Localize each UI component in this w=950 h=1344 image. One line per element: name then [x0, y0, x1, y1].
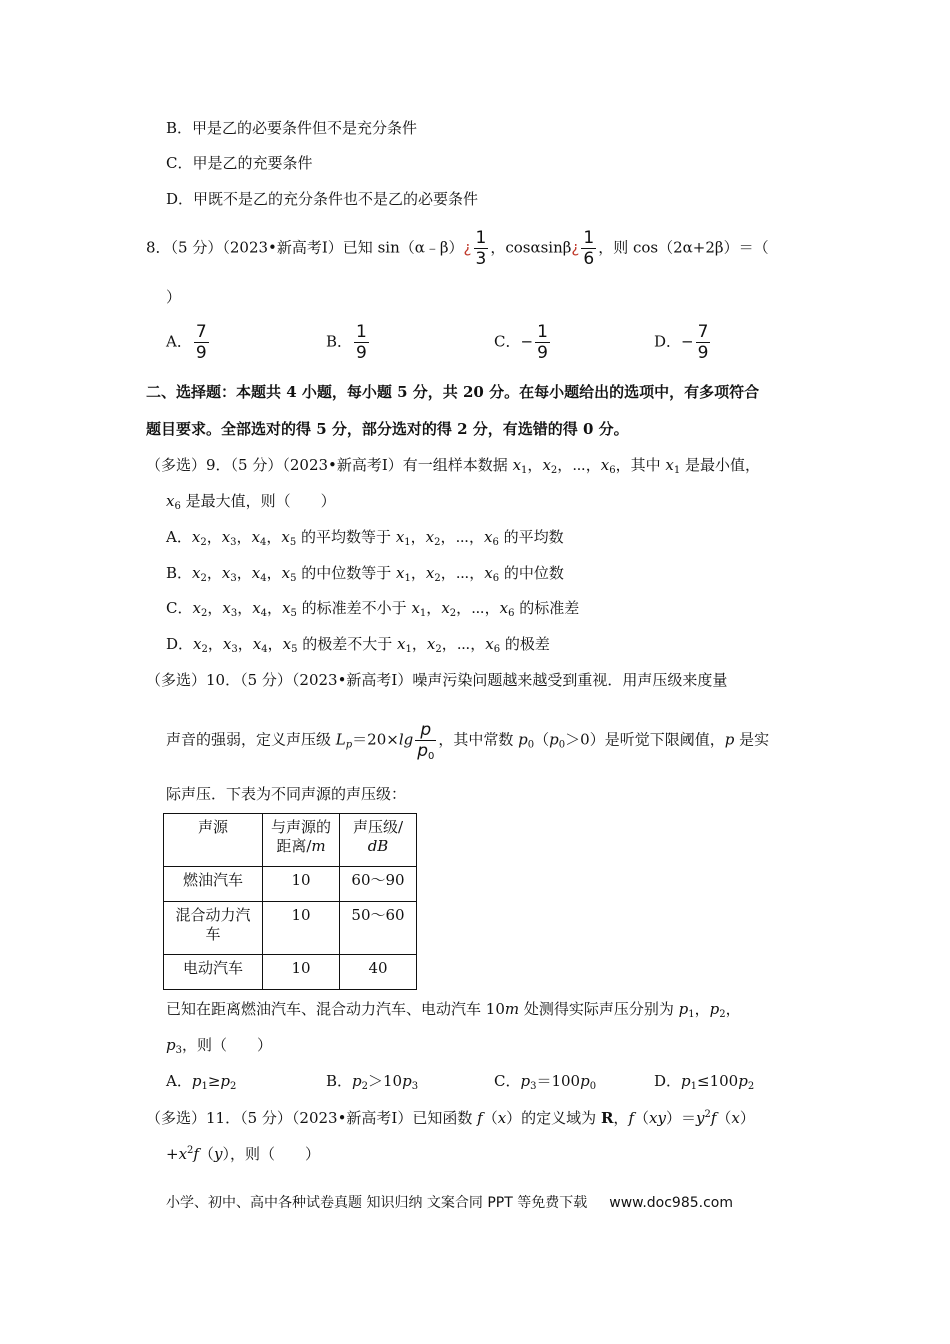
q11-stem-line2: $+x^2f(y)$，则（ ）: [166, 1145, 320, 1163]
q10-stem-line2: 声音的强弱，定义声压级 $L_p=20\times\lg$ $\frac{p}{p_0}$ ，其中常数 $p_0(p_0>0)$是听觉下限阈值，p 是实: [166, 720, 770, 762]
q10-option-b: B．$p_2>10p_3$: [326, 1072, 419, 1092]
q8-option-c: C．− $\frac{1}{9}$: [494, 322, 548, 363]
table-row: [164, 867, 417, 902]
table-cell: 10: [263, 902, 340, 955]
table-header-cell: 与声源的 距离/m: [263, 814, 340, 867]
q8-option-d: D．− $\frac{7}{9}$: [654, 322, 709, 363]
table-header-row: [164, 814, 417, 867]
q10-given-line2: $p_3$，则（ ）: [166, 1036, 272, 1056]
q7-option-b: B．甲是乙的必要条件但不是充分条件: [166, 119, 418, 137]
section-2-heading-line2: 题目要求。全部选对的得 5 分，部分选对的得 2 分，有选错的得 0 分。: [146, 420, 629, 438]
q7-option-c: C．甲是乙的充要条件: [166, 154, 313, 172]
q11-stem-line1: （多选）11．（5 分）（2023•新高考Ⅰ）已知函数 f（x）的定义域为 R，$f(xy)=y^2f(x)$: [146, 1109, 755, 1127]
table-header-cell: 声压级/ dB: [340, 814, 417, 867]
page-footer: [166, 1192, 733, 1212]
q10-option-a: A．$p_1\ge p_2$: [166, 1072, 237, 1092]
table-cell: 10: [263, 867, 340, 902]
q7-option-d: D．甲既不是乙的充分条件也不是乙的必要条件: [166, 190, 479, 208]
q8-option-b: B． $\frac{1}{9}$: [326, 322, 367, 363]
q8-frac-1-3: $\frac{1}{3}$: [475, 228, 487, 269]
footer-text: 小学、初中、高中各种试卷真题 知识归纳 文案合同 PPT 等免费下载: [166, 1195, 588, 1211]
table-cell: 燃油汽车: [164, 867, 263, 902]
table-cell: 50～60: [340, 902, 417, 955]
q10-stem-line3: 际声压．下表为不同声源的声压级：: [166, 785, 407, 803]
table-cell: 10: [263, 955, 340, 990]
table-row: [164, 955, 417, 990]
table-cell: 60～90: [340, 867, 417, 902]
q9-option-b: B．$x_2$，$x_3$，$x_4$，$x_5$ 的中位数等于 $x_1$，$x_2$，⋯，$x_6$ 的中位数: [166, 564, 564, 584]
table-header-cell: 声源: [164, 814, 263, 867]
q9-stem-line1: （多选）9．（5 分）（2023•新高考Ⅰ）有一组样本数据 $x_1$，$x_2$，⋯，$x_6$，其中 $x_1$ 是最小值，: [146, 456, 761, 476]
q8-option-a: A． $\frac{7}{9}$: [166, 322, 207, 363]
table-cell: 40: [340, 955, 417, 990]
q8-stem: 8．（5 分）（2023•新高考Ⅰ）已知 sin（α﹣β）¿ $\frac{1}{3}$ ，cosαsinβ¿ $\frac{1}{6}$ ，则 cos（2α+2β）＝（: [146, 228, 769, 269]
q9-option-c: C．$x_2$，$x_3$，$x_4$，$x_5$ 的标准差不小于 $x_1$，$x_2$，⋯，$x_6$ 的标准差: [166, 599, 580, 619]
q10-option-d: D．$p_1\le 100p_2$: [654, 1072, 755, 1092]
q10-given-line1: 已知在距离燃油汽车、混合动力汽车、电动汽车 10m 处测得实际声压分别为 $p_1$，$p_2$，: [166, 1000, 741, 1020]
q10-frac-p-p0: $\frac{p}{p_0}$: [417, 720, 435, 762]
table-cell: 混合动力汽 车: [164, 902, 263, 955]
table-row: [164, 902, 417, 955]
q9-option-a: A．$x_2$，$x_3$，$x_4$，$x_5$ 的平均数等于 $x_1$，$x_2$，⋯，$x_6$ 的平均数: [166, 528, 564, 548]
q9-option-d: D．$x_2$，$x_3$，$x_4$，$x_5$ 的极差不大于 $x_1$，$x_2$，⋯，$x_6$ 的极差: [166, 635, 550, 655]
q10-stem-line1: （多选）10．（5 分）（2023•新高考Ⅰ）噪声污染问题越来越受到重视．用声压级来度量: [146, 671, 728, 689]
table-cell: 电动汽车: [164, 955, 263, 990]
section-2-heading-line1: 二、选择题：本题共 4 小题，每小题 5 分，共 20 分。在每小题给出的选项中，有多项符合: [146, 383, 760, 401]
q9-stem-line2: $x_6$ 是最大值，则（ ）: [166, 492, 336, 512]
sound-level-table: [163, 813, 417, 990]
q8-close-paren: ）: [166, 288, 182, 306]
footer-url[interactable]: www.doc985.com: [609, 1195, 733, 1211]
q10-option-c: C．$p_3=100p_0$: [494, 1072, 597, 1092]
q8-frac-1-6: $\frac{1}{6}$: [583, 228, 595, 269]
